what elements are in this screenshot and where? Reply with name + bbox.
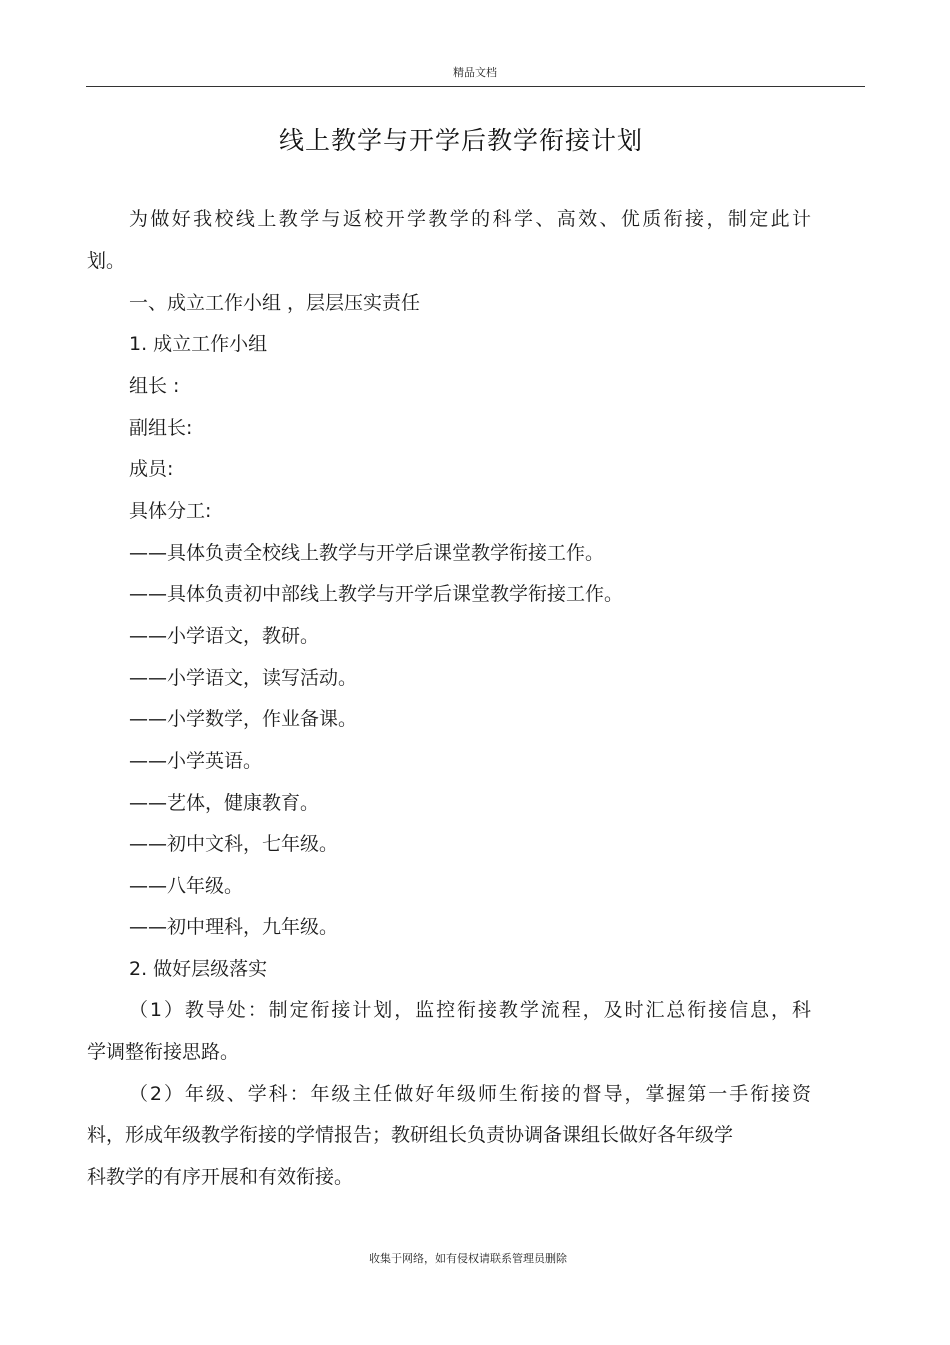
leader-label: 组长 :	[129, 375, 180, 397]
duty-item: ——初中理科，九年级。	[129, 916, 339, 938]
intro-paragraph-line-1: 为做好我校线上教学与返校开学教学的科学、高效、优质衔接，制定此计	[129, 208, 811, 230]
duty-item: ——小学语文，读写活动。	[129, 667, 358, 689]
document-title: 线上教学与开学后教学衔接计划	[278, 126, 643, 155]
duty-item: ——八年级。	[129, 875, 244, 897]
duty-item: ——小学语文，教研。	[129, 625, 320, 647]
page-footer: 收集于网络，如有侵权请联系管理员删除	[369, 1252, 567, 1265]
duty-item: ——小学英语。	[129, 750, 263, 772]
subsection-heading-1: 1. 成立工作小组	[129, 333, 268, 355]
members-label: 成员:	[129, 458, 174, 480]
duty-item: ——具体负责初中部线上教学与开学后课堂教学衔接工作。	[129, 583, 624, 605]
duty-item: ——艺体，健康教育。	[129, 792, 320, 814]
item-1-line-1: （1）教导处：制定衔接计划，监控衔接教学流程，及时汇总衔接信息，科	[129, 999, 811, 1021]
intro-paragraph-line-2: 划。	[87, 250, 126, 272]
division-label: 具体分工:	[129, 500, 212, 522]
item-1-line-2: 学调整衔接思路。	[87, 1041, 240, 1063]
vice-leader-label: 副组长:	[129, 417, 193, 439]
duty-item: ——小学数学，作业备课。	[129, 708, 358, 730]
section-heading: 一、成立工作小组 ，层层压实责任	[129, 292, 421, 314]
duty-item: ——初中文科，七年级。	[129, 833, 339, 855]
subsection-heading-2: 2. 做好层级落实	[129, 958, 268, 980]
page-header: 精品文档	[453, 66, 497, 79]
header-divider	[86, 86, 865, 87]
item-2-line-3: 科教学的有序开展和有效衔接。	[87, 1166, 354, 1188]
duty-item: ——具体负责全校线上教学与开学后课堂教学衔接工作。	[129, 542, 605, 564]
item-2-line-2: 料，形成年级教学衔接的学情报告；教研组长负责协调备课组长做好各年级学	[87, 1124, 734, 1146]
item-2-line-1: （2）年级、学科：年级主任做好年级师生衔接的督导，掌握第一手衔接资	[129, 1083, 811, 1105]
